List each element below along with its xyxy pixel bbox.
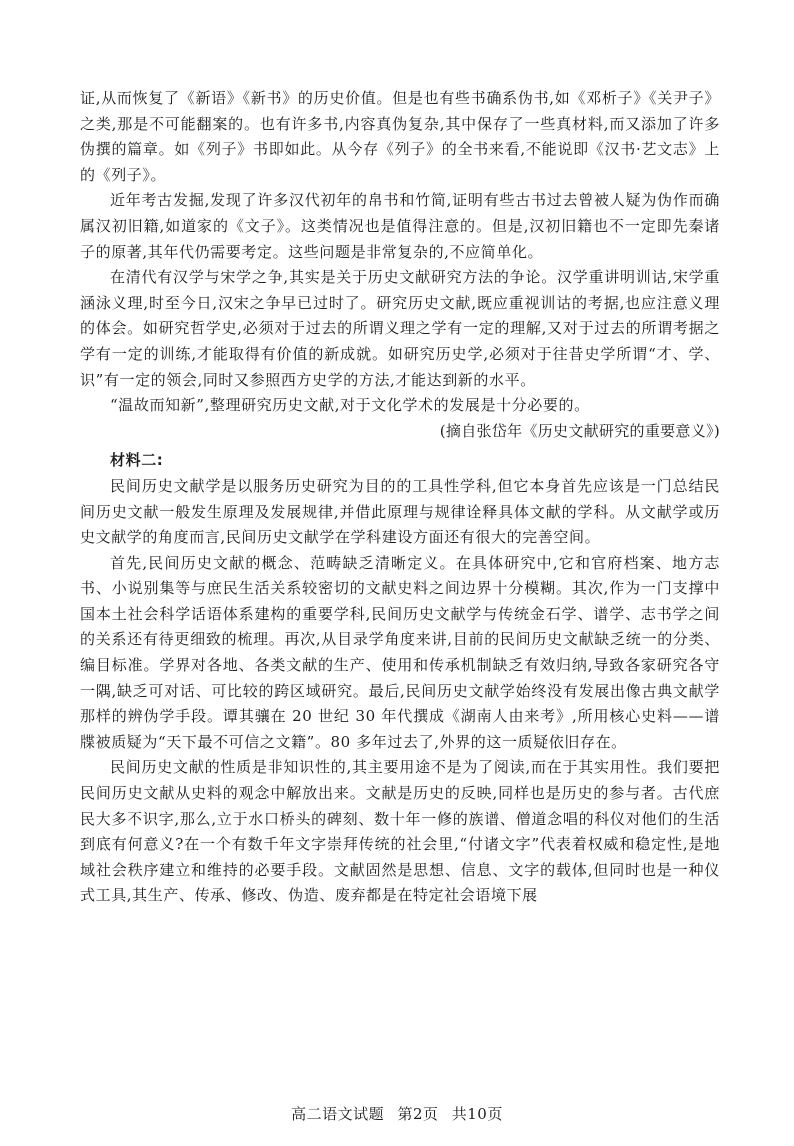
paragraph-folk-docs-problems: 首先,民间历史文献的概念、范畴缺乏清晰定义。在具体研究中,它和官府档案、地方志书、小说别集等与庶民生活关系较密切的文献史料之间边界十分模糊。其次,作为一门支撑中国本土社会科学话语体系建构的重要学科,民间历史文献学与传统金石学、谱学、志书学之间的关系还有待更细致的梳理。再次,从目录学角度来讲,目前的民间历史文献缺乏统一的分类、编目标准。学界对各地、各类文献的生产、使用和传承机制缺乏有效归纳,导致各家研究各守一隅,缺乏可对话、可比较的跨区域研究。最后,民间历史文献学始终没有发展出像古典文献学那样的辨伪学手段。谭其骧在 20 世纪 30 年代撰成《湖南人由来考》,所用核心史料——谱牒被质疑为“天下最不可信之文籍”。80 多年过去了,外界的这一质疑依旧存在。 [80, 553, 720, 751]
footer-exam-title: 高二语文试题 [291, 1105, 385, 1123]
footer-total-pages: 共10页 [451, 1105, 503, 1123]
paragraph-folk-docs-intro: 民间历史文献学是以服务历史研究为目的的工具性学科,但它本身首先应该是一门总结民间历史文献一般发生原理及发展规律,并借此原理与规律诠释具体文献的学科。从文献学或历史文献学的角度而言,民间历史文献学在学科建设方面还有很大的完善空间。 [80, 476, 720, 547]
page-footer [0, 1104, 794, 1124]
footer-page-number: 第2页 [397, 1105, 439, 1123]
paragraph-archaeology: 近年考古发掘,发现了许多汉代初年的帛书和竹简,证明有些古书过去曾被人疑为伪作而确属汉初旧籍,如道家的《文子》。这类情况也是值得注意的。但是,汉初旧籍也不一定即先秦诸子的原著,其年代仍需要考定。这些问题是非常复杂的,不应简单化。 [80, 191, 720, 261]
section-heading: 材料二: [110, 451, 164, 470]
paragraph-continued: 证,从而恢复了《新语》《新书》的历史价值。但是也有些书确系伪书,如《邓析子》《关尹子》之类,那是不可能翻案的。也有许多书,内容真伪复杂,其中保存了一些真材料,而又添加了许多伪撰的篇章。如《列子》书即如此。从今存《列子》的全书来看,不能说即《汉书·艺文志》上的《列子》。 [80, 89, 720, 184]
article-body [80, 86, 720, 909]
paragraph-conclusion: “温故而知新”,整理研究历史文献,对于文化学术的发展是十分必要的。 [110, 396, 590, 415]
source-citation: (摘自张岱年《历史文献研究的重要意义》) [439, 421, 720, 440]
paragraph-folk-docs-nature: 民间历史文献的性质是非知识性的,其主要用途不是为了阅读,而在于其实用性。我们要把民间历史文献从史料的观念中解放出来。文献是历史的反映,同样也是历史的参与者。古代庶民大多不识字,那么,立于水口桥头的碑刻、数十年一修的族谱、僧道念唱的科仪对他们的生活到底有何意义?在一个有数千年文字崇拜传统的社会里,“付诸文字”代表着权威和稳定性,是地域社会秩序建立和维持的必要手段。文献固然是思想、信息、文字的载体,但同时也是一种仪式工具,其生产、传承、修改、伪造、废弃都是在特定社会语境下展 [80, 758, 720, 905]
paragraph-han-song-debate: 在清代有汉学与宋学之争,其实是关于历史文献研究方法的争论。汉学重讲明训诂,宋学重涵泳义理,时至今日,汉宋之争早已过时了。研究历史文献,既应重视训诂的考据,也应注意义理的体会。如研究哲学史,必须对于过去的所谓义理之学有一定的理解,又对于过去的所谓考据之学有一定的训练,才能取得有价值的新成就。如研究历史学,必须对于往昔史学所谓“才、学、识”有一定的领会,同时又参照西方史学的方法,才能达到新的水平。 [80, 268, 720, 389]
